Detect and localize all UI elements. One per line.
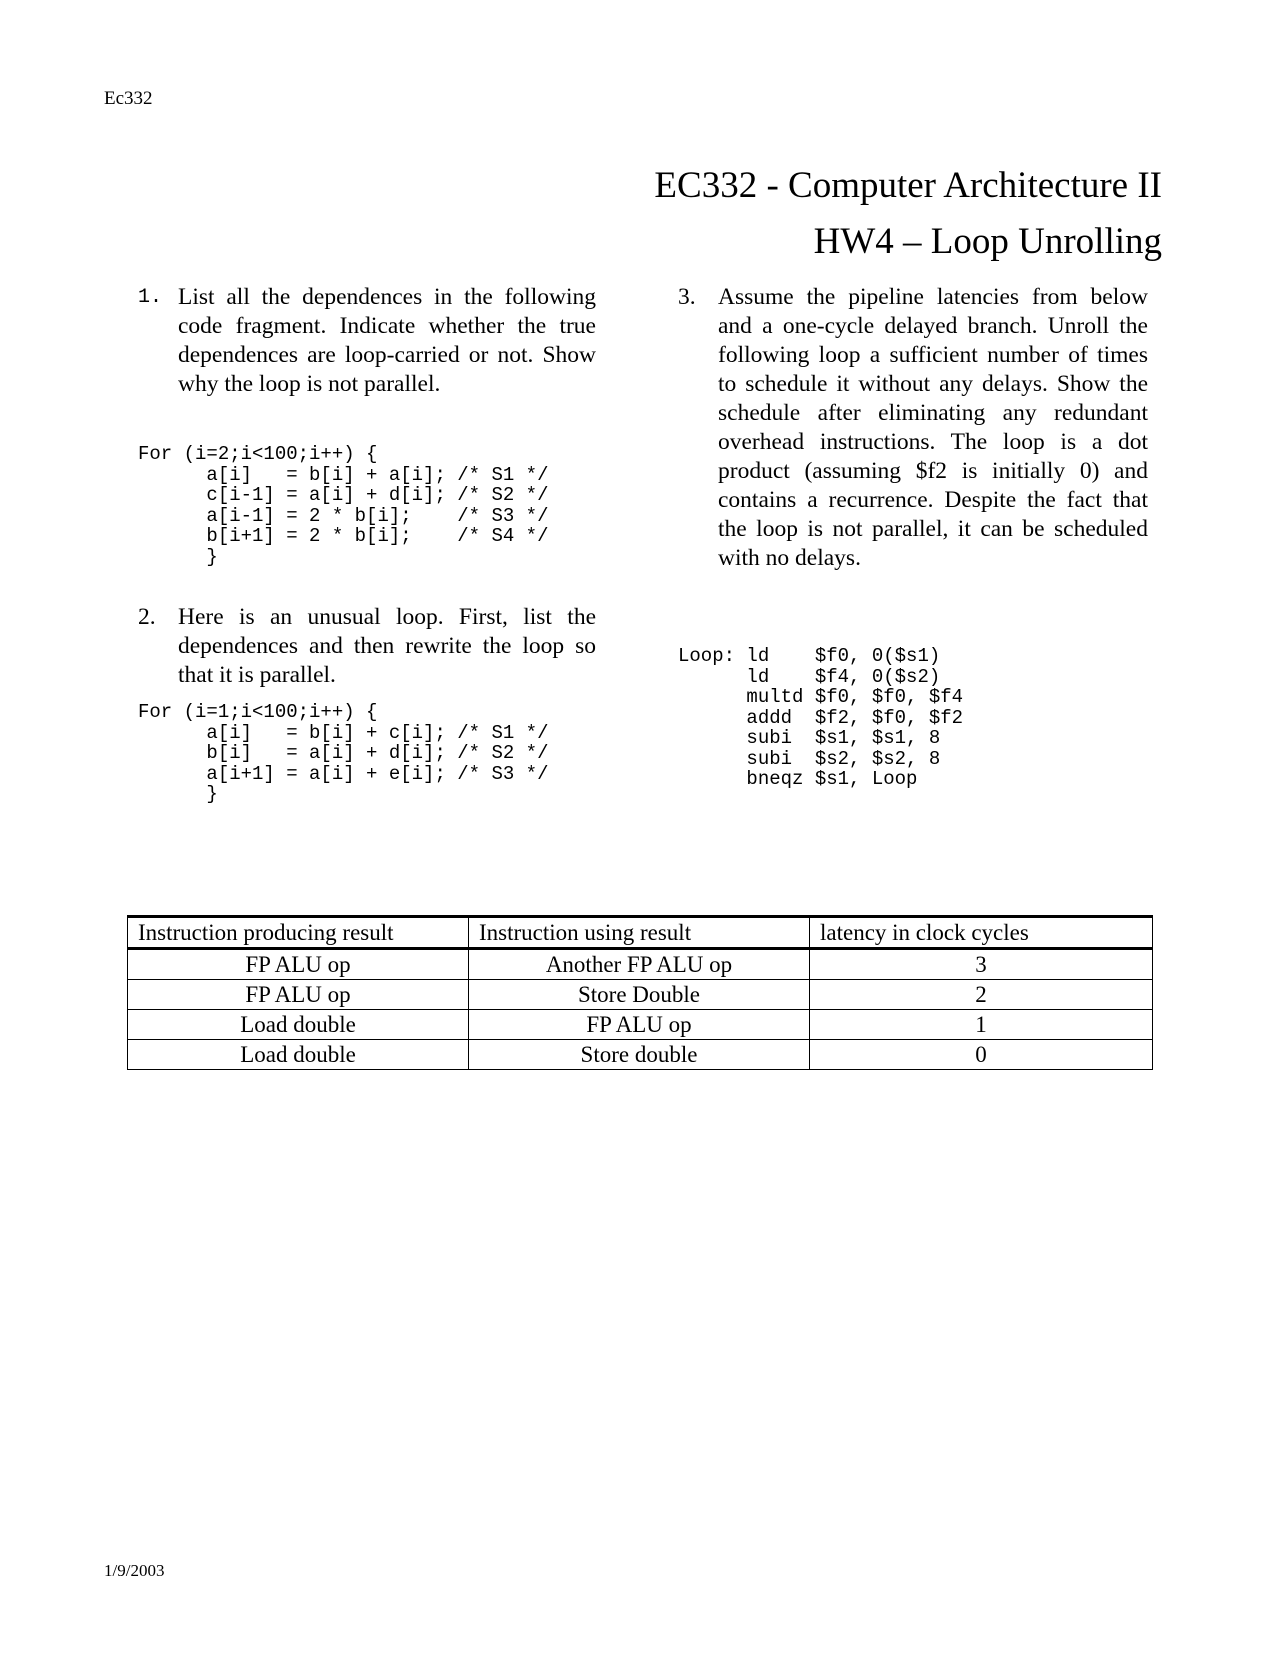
question-3-text: Assume the pipeline latencies from below and a one-cycle delayed branch. Unroll the following loop a sufficient number of times to schedule it without any delays. Show the schedule after eliminating any redundant overhead instructions. The loop is a dot product (assuming $f2 is initially 0) and contains a recurrence. Despite the fact that the loop is not parallel, it can be scheduled with no delays. [718,284,1148,571]
question-1-code: For (i=2;i<100;i++) { a[i] = b[i] + a[i]; /* S1 */ c[i-1] = a[i] + d[i]; /* S2 */ a[i-1] = 2 * b[i]; /* S3 */ b[i+1] = 2 * b[i]; /* S4 */ } [138,443,549,568]
cell-latency: 0 [810,1040,1153,1070]
page-subtitle: HW4 – Loop Unrolling [813,221,1162,262]
table-row [128,980,1153,1010]
question-3-number: 3. [678,284,696,310]
page-title: EC332 - Computer Architecture II [654,165,1162,206]
question-1-number: 1. [138,286,163,309]
cell-latency: 3 [810,949,1153,980]
question-3 [678,283,1148,573]
cell-producing: FP ALU op [128,949,469,980]
cell-producing: Load double [128,1010,469,1040]
cell-using: Store Double [469,980,810,1010]
question-2-code: For (i=1;i<100;i++) { a[i] = b[i] + c[i]; /* S1 */ b[i] = a[i] + d[i]; /* S2 */ a[i+1] = a[i] + e[i]; /* S3 */ } [138,701,549,805]
question-2-number: 2. [138,604,156,630]
table-row [128,1040,1153,1070]
header-producing: Instruction producing result [128,917,469,949]
question-1-text: List all the dependences in the following code fragment. Indicate whether the true dependences are loop-carried or not. Show why the loop is not parallel. [178,284,596,397]
cell-producing: Load double [128,1040,469,1070]
cell-producing: FP ALU op [128,980,469,1010]
header-using: Instruction using result [469,917,810,949]
footer-date: 1/9/2003 [104,1561,165,1580]
cell-latency: 2 [810,980,1153,1010]
latency-table [127,915,1153,1070]
table-row [128,949,1153,980]
course-header: Ec332 [104,88,153,109]
cell-latency: 1 [810,1010,1153,1040]
question-2-text: Here is an unusual loop. First, list the dependences and then rewrite the loop so that it is parallel. [178,604,596,688]
table-row [128,1010,1153,1040]
question-2 [138,603,596,690]
question-3-code: Loop: ld $f0, 0($s1) ld $f4, 0($s2) multd $f0, $f0, $f4 addd $f2, $f0, $f2 subi $s1, $s1, 8 subi $s2, $s2, 8 bneqz $s1, Loop [678,645,964,790]
table-header-row [128,917,1153,949]
cell-using: FP ALU op [469,1010,810,1040]
cell-using: Store double [469,1040,810,1070]
header-latency: latency in clock cycles [810,917,1153,949]
question-1 [138,283,596,399]
cell-using: Another FP ALU op [469,949,810,980]
